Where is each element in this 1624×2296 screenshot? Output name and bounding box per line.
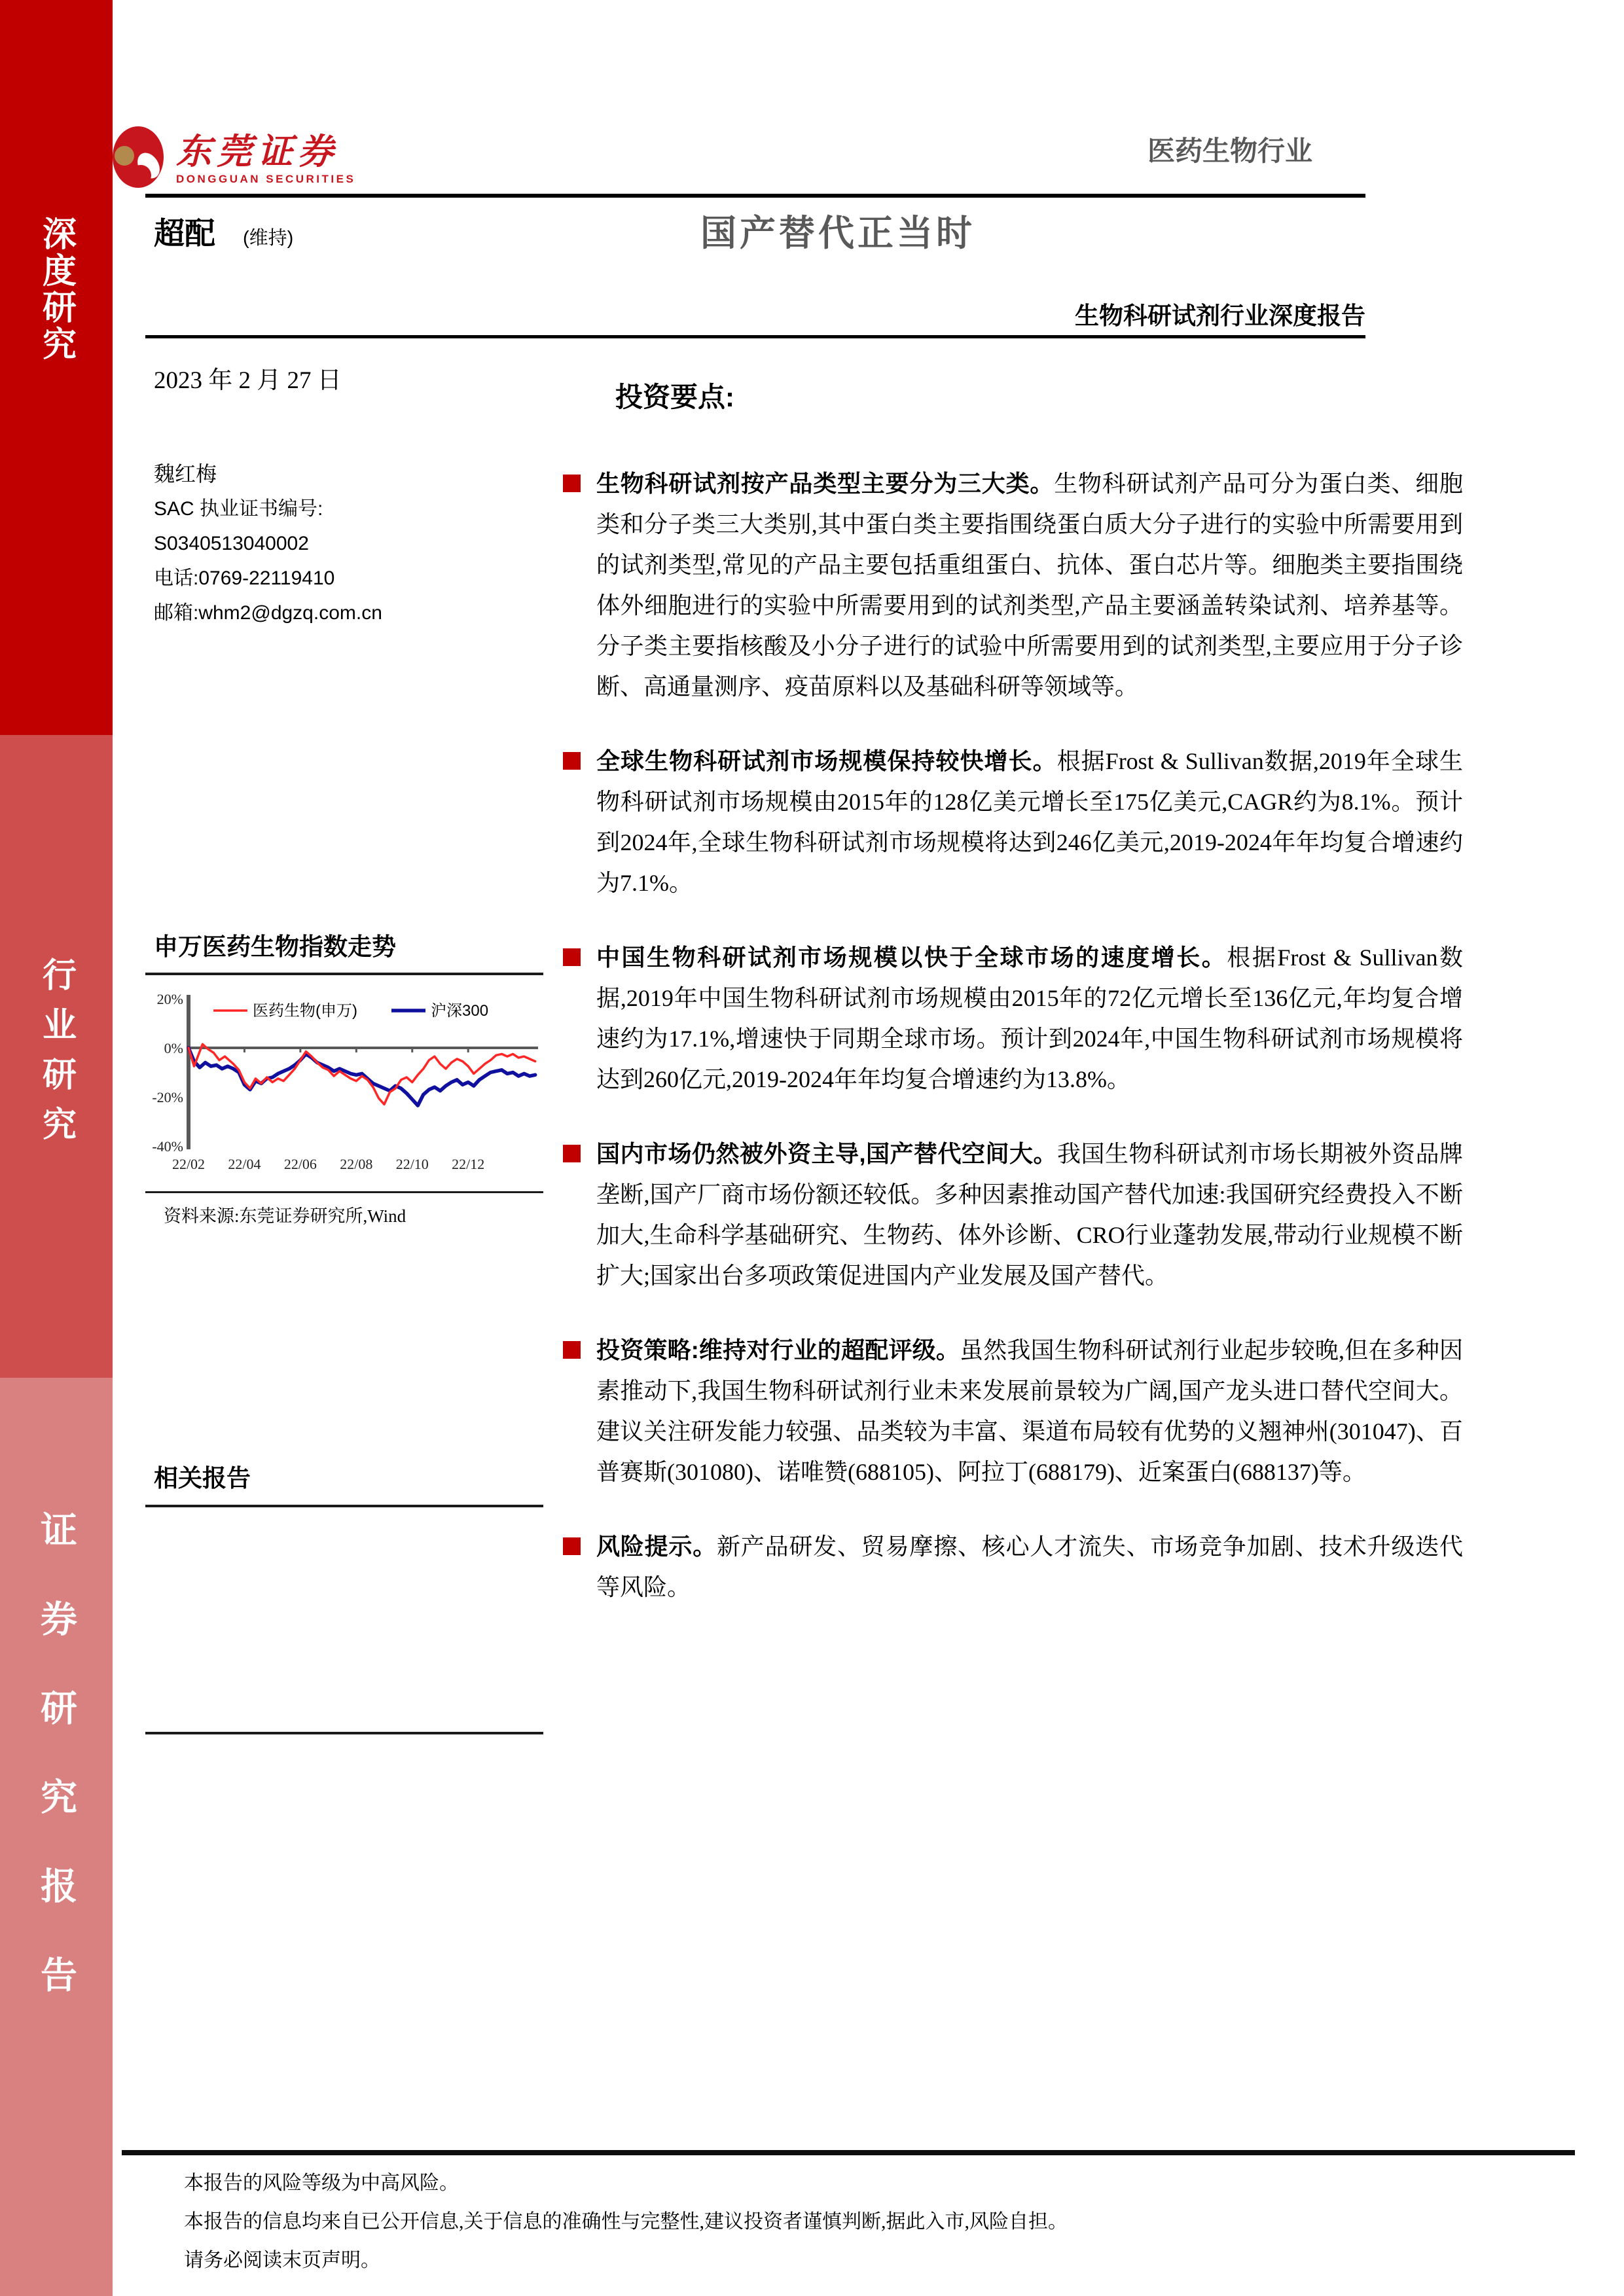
svg-text:22/08: 22/08: [340, 1156, 373, 1172]
list-item: [563, 1526, 1463, 1607]
logo-english-name: DONGGUAN SECURITIES: [176, 173, 356, 185]
analyst-sac-number: S0340513040002: [154, 533, 309, 554]
key-points-list: [563, 463, 1463, 1641]
analyst-sac-label: SAC 执业证书编号:: [154, 498, 323, 520]
title-rule: [145, 335, 1365, 338]
list-item: [563, 741, 1463, 903]
point-body: 虽然我国生物科研试剂行业起步较晚,但在多种因素推动下,我国生物科研试剂行业未来发展前景较为广阔,国产龙头进口替代空间大。建议关注研发能力较强、品类较为丰富、渠道布局较有优势的义翘神州(301047)、百普赛斯(301080)、诺唯赞(688105)、阿拉丁(688179)、近案蛋白(688137)等。: [596, 1337, 1463, 1485]
key-points-heading: 投资要点:: [615, 382, 734, 412]
point-lead: 投资策略:维持对行业的超配评级。: [596, 1336, 960, 1363]
bullet-square-icon: [563, 752, 581, 770]
point-body: 我国生物科研试剂市场长期被外资品牌垄断,国产厂商市场份额还较低。多种因素推动国产替代加速:我国研究经费投入不断加大,生命科学基础研究、生物药、体外诊断、CRO行业蓬勃发展,带动行业规模不断扩大;国家出台多项政策促进国内产业发展及国产替代。: [596, 1141, 1463, 1289]
svg-text:22/06: 22/06: [283, 1156, 317, 1172]
footer-rule: [122, 2150, 1575, 2155]
related-reports-rule-top: [145, 1505, 543, 1507]
related-reports-title: 相关报告: [154, 1465, 251, 1492]
band-label-deep-research: 深度研究: [37, 216, 75, 363]
rating-row: [154, 209, 293, 253]
point-lead: 中国生物科研试剂市场规模以快于全球市场的速度增长。: [596, 944, 1227, 971]
analyst-email: 邮箱:whm2@dgzq.com.cn: [154, 602, 382, 624]
analyst-phone: 电话:0769-22119410: [154, 567, 335, 589]
list-item: [563, 1330, 1463, 1492]
bullet-square-icon: [563, 948, 581, 966]
footer-line: 本报告的信息均来自已公开信息,关于信息的准确性与完整性,建议投资者谨慎判断,据此入市,风险自担。: [184, 2211, 1068, 2233]
chart-bottom-rule: [145, 1191, 543, 1193]
svg-text:医药生物(申万): 医药生物(申万): [253, 1002, 357, 1020]
rating-status: (维持): [243, 228, 294, 249]
chart-source: 资料来源:东莞证券研究所,Wind: [164, 1206, 406, 1226]
point-text: [596, 937, 1463, 1100]
logo-mark-icon: [108, 124, 168, 191]
list-item: [563, 937, 1463, 1100]
bullet-square-icon: [563, 1537, 581, 1555]
svg-text:22/04: 22/04: [228, 1156, 261, 1172]
logo-chinese-name: 东莞证券: [176, 132, 338, 171]
point-lead: 国内市场仍然被外资主导,国产替代空间大。: [596, 1140, 1057, 1167]
svg-text:22/10: 22/10: [395, 1156, 429, 1172]
footer-line: 本报告的风险等级为中高风险。: [184, 2172, 459, 2194]
svg-text:-40%: -40%: [152, 1138, 183, 1155]
chart-title: 申万医药生物指数走势: [154, 933, 396, 960]
svg-text:22/02: 22/02: [171, 1156, 206, 1172]
point-lead: 风险提示。: [596, 1533, 717, 1560]
band-section-deep-research: [0, 0, 113, 735]
analyst-name: 魏红梅: [154, 462, 217, 486]
point-text: [596, 741, 1463, 903]
industry-tag: 医药生物行业: [1147, 135, 1312, 166]
svg-text:沪深300: 沪深300: [431, 1002, 489, 1020]
related-reports-rule-bottom: [145, 1732, 543, 1734]
chart-title-rule: [145, 973, 543, 975]
footer-disclaimer: [184, 2164, 1068, 2280]
band-label-securities-report: 证券研究报告: [36, 1511, 77, 2045]
company-logo: [108, 124, 355, 191]
header-rule: [145, 194, 1365, 198]
analyst-block: [154, 457, 382, 630]
bullet-square-icon: [563, 1341, 581, 1359]
bullet-square-icon: [563, 475, 581, 492]
point-body: 新产品研发、贸易摩擦、核心人才流失、市场竞争加剧、技术升级迭代等风险。: [596, 1534, 1463, 1600]
point-body: 根据Frost & Sullivan数据,2019年中国生物科研试剂市场规模由2015年的72亿元增长至136亿元,年均复合增速约为17.1%,增速快于同期全球市场。预计到2024年,中国生物科研试剂市场规模将达到260亿元,2019-2024年年均复合增速约为13.8%。: [596, 944, 1463, 1092]
footer-line: 请务必阅读末页声明。: [184, 2250, 380, 2271]
point-body: 根据Frost & Sullivan数据,2019年全球生物科研试剂市场规模由2015年的128亿美元增长至175亿美元,CAGR约为8.1%。预计到2024年,全球生物科研试剂市场规模将达到246亿美元,2019-2024年年均复合增速约为7.1%。: [596, 748, 1463, 896]
point-text: [596, 1134, 1463, 1296]
point-text: [596, 463, 1463, 707]
point-body: 生物科研试剂产品可分为蛋白类、细胞类和分子类三大类别,其中蛋白类主要指围绕蛋白质大分子进行的实验中所需要用到的试剂类型,常见的产品主要包括重组蛋白、抗体、蛋白芯片等。细胞类主要指围绕体外细胞进行的实验中所需要用到的试剂类型,产品主要涵盖转染试剂、培养基等。分子类主要指核酸及小分子进行的试验中所需要用到的试剂类型,主要应用于分子诊断、高通量测序、疫苗原料以及基础科研等领域等。: [596, 471, 1463, 700]
band-label-industry-research: 行业研究: [37, 957, 75, 1156]
index-trend-chart-svg: [145, 980, 545, 1177]
report-title: 国产替代正当时: [700, 213, 976, 253]
index-trend-chart: [145, 980, 545, 1177]
bullet-square-icon: [563, 1145, 581, 1162]
list-item: [563, 463, 1463, 707]
point-lead: 全球生物科研试剂市场规模保持较快增长。: [596, 747, 1057, 774]
point-text: [596, 1330, 1463, 1492]
svg-text:0%: 0%: [164, 1040, 183, 1056]
logo-text: [176, 124, 355, 186]
left-band: [0, 0, 113, 2296]
rating-label: 超配: [154, 216, 215, 251]
svg-text:20%: 20%: [156, 991, 183, 1007]
report-date: 2023 年 2 月 27 日: [154, 367, 342, 394]
point-text: [596, 1526, 1463, 1607]
svg-text:-20%: -20%: [152, 1089, 183, 1105]
report-subtitle: 生物科研试剂行业深度报告: [1075, 302, 1365, 329]
svg-text:22/12: 22/12: [452, 1156, 485, 1172]
list-item: [563, 1134, 1463, 1296]
point-lead: 生物科研试剂按产品类型主要分为三大类。: [596, 470, 1055, 497]
